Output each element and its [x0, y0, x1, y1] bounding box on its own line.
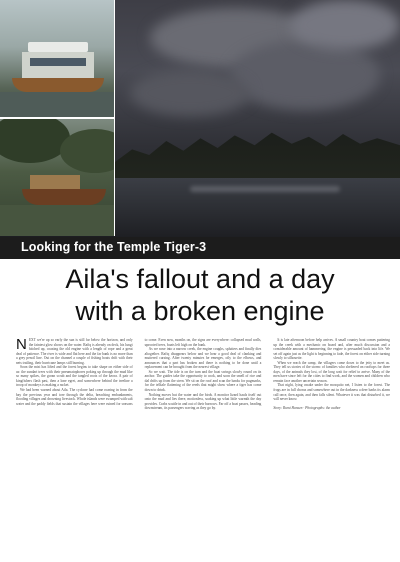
- boat-roof: [28, 42, 88, 52]
- storm-cloud: [290, 0, 400, 50]
- paragraph: That night, lying awake under the mosquito net, I listen to the forest. The frogs are in full chorus and somewhere out in the darkness a deer barks its alarm call once, then again, and then falls silent. Whatever it was that disturbed it, we will never know.: [273, 383, 390, 402]
- series-title: Looking for the Temple Tiger-3: [21, 240, 207, 254]
- drop-cap: N: [16, 338, 27, 353]
- boat-cabin: [30, 175, 80, 189]
- paragraph-text: EXT we're up so early the sun is still far below the horizon, and only the faintest glow shows on the water. Rafiq is already on deck, his lungi hitched up, coaxing the old engine with a length of rope and a great deal of patience. The river is wide and flat here and the far bank is no more than a grey pencil line. Out on the channel a couple of fishing boats drift with their nets trailing, their hurricane lamps still burning.: [16, 338, 133, 365]
- byline: Story: Rumi Hansen · Photographs: the author: [273, 405, 341, 410]
- mangrove-foliage: [60, 129, 115, 173]
- article-body: [16, 338, 390, 556]
- boat-hull: [22, 189, 106, 205]
- boat-windows: [30, 58, 86, 66]
- inset-water: [0, 205, 114, 236]
- boat-hull: [12, 78, 104, 92]
- series-bar: [0, 237, 400, 259]
- paragraph: When we reach the camp, the villagers come down to the jetty to meet us. They tell us stories of the storm: of families who sheltered on rooftops for three days, of the animals they lost, of the long wait for relief to arrive. Many of the men have since left for the cities to find work, and the women and children who remain face another uncertain season.: [273, 360, 390, 383]
- inset-water: [0, 92, 114, 117]
- headline-line-1: Aila's fallout and a day: [65, 264, 335, 294]
- storm-cloud: [130, 70, 250, 116]
- paragraph: [16, 338, 133, 365]
- paragraph: Soon the mist has lifted and the forest begins to take shape on either side of us: the sundari trees with their pneumatophores poking up through the mud like so many spikes, the goran scrub and the tangled roots of the keora. A pair of kingfishers flash past, then a lone egret, and somewhere behind the treeline a troop of monkeys is making a racket.: [16, 365, 133, 388]
- inset-photo-boat: [0, 0, 115, 119]
- mangrove-foliage: [0, 119, 70, 163]
- headline-line-2: with a broken engine: [75, 296, 325, 326]
- paragraph: Nothing moves but the water and the birds. A monitor lizard hauls itself out onto the mud and lies there, motionless, soaking up what little warmth the day provides. Crabs scuttle in and out of their burrows. Far off a boat passes, heading downstream, its passengers waving as they go by.: [144, 392, 262, 411]
- photo-collage: [0, 0, 400, 237]
- paragraph: As we nose into a narrow creek, the engine coughs, splutters and finally dies altogether. Rafiq disappears below and we hear a good deal of clanking and muttered cursing. After twenty minutes he emerges, oily to the elbows, and announces that a part has broken and there is nothing to be done until a replacement can be brought from the nearest village.: [144, 347, 262, 370]
- water-reflection: [190, 186, 340, 192]
- paragraph: It is late afternoon before help arrives. A small country boat comes puttering up the creek with a mechanic on board and, after much discussion and a considerable amount of hammering, the engine is persuaded back into life. We set off again just as the light is beginning to fade, the forest on either side turning slowly to silhouette.: [273, 338, 390, 361]
- inset-photo-creek: [0, 119, 115, 236]
- paragraph: So we wait. The tide is on the turn and the boat swings slowly round on its anchor. The guides take the opportunity to cook, and soon the smell of rice and dal drifts up from the stern. We sit on the roof and scan the banks for pugmarks, for the telltale flattening of the reeds that might show where a tiger has come down to drink.: [144, 369, 262, 393]
- storm-cloud: [230, 40, 380, 110]
- paragraph: We had been warned about Aila. The cyclone had come roaring in from the bay the previous year and tore through the delta, breaching embankments, flooding villages and drowning livestock. Whole islands were swamped with salt water and the paddy fields that sustain the villages here were ruined for seasons to come. Even now, months on, the signs are everywhere: collapsed mud walls, uprooted trees, boats left high on the bank.: [16, 338, 262, 406]
